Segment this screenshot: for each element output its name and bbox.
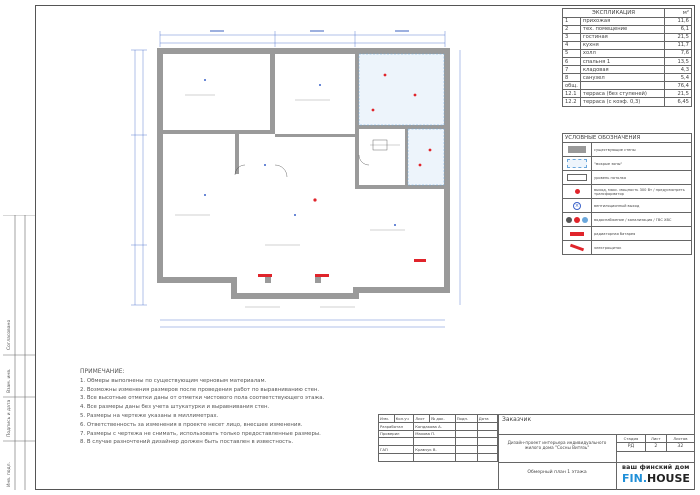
approved-label: Согласовано [7,319,12,350]
row-name: санузел [580,74,664,82]
row-area: 7,6 [665,49,692,57]
project-name: Дизайн-проект интерьера индивидуального жилого дома "Сосны Витязь" [507,440,607,451]
outlet-point-icon [575,189,580,194]
explication-title: ЭКСПЛИКАЦИЯ [563,9,665,18]
row-num: 4 [563,41,581,49]
stage-value: РД [617,442,646,451]
brand-logo-part1: FIN. [622,472,647,485]
explication-table [562,8,692,107]
radiator-icon [570,232,584,236]
row-area: 76,4 [665,82,692,90]
row-num: 6 [563,57,581,65]
row-num: 2 [563,25,581,33]
brand-logo-part2: HOUSE [647,472,690,485]
row-area: 21,5 [665,90,692,98]
note-item: 7. Размеры с чертежа не снимать, использовать только предоставленные размеры. [80,430,321,437]
note-item: 8. В случае разночтений дизайнер должен быть поставлен в известность. [80,439,294,446]
role-cell: Проверил [379,430,414,438]
row-name: прихожая [580,17,664,25]
row-num: 3 [563,33,581,41]
legend-label: "мокрые зоны" [592,157,692,171]
row-name: кладовая [580,66,664,74]
row-area: 5,4 [665,74,692,82]
row-num: 1 [563,17,581,25]
sheets-value: 32 [666,442,694,451]
binding-strip [3,215,35,490]
signature-row [379,422,498,430]
wet-zone-swatch-icon [567,159,587,168]
row-area: 21,5 [665,33,692,41]
legend-label: электрощиток [592,241,692,255]
stamp-header-cell: Кол.уч [394,415,414,423]
row-name: спальня 1 [580,57,664,65]
legend-label: радиаторная батарея [592,227,692,241]
explication-row [563,66,692,74]
legend-label: вентиляционный выход [592,199,692,213]
drawing-title: Обмерный план 1 этажа [527,470,587,475]
row-num: 7 [563,66,581,74]
row-name: кухня [580,41,664,49]
name-cell: Махова П. [414,430,455,438]
row-name [580,82,664,90]
ceiling-level-icon [567,174,587,181]
stage-label: Стадия [617,435,646,443]
replacement-inv-label: Взам. инв. [7,368,12,393]
sheet-info-table [616,434,695,452]
row-name: терраса (с коэф. 0,3) [580,98,664,106]
stamp-header-cell: № док. [430,415,456,423]
legend-row [563,143,692,157]
row-num: 8 [563,74,581,82]
legend-row [563,199,692,213]
row-area: 11,6 [665,17,692,25]
legend-row [563,171,692,185]
signature-row [379,446,498,454]
water-supply-icon [566,217,588,223]
legend-row [563,185,692,199]
row-name: тех. помещение [580,25,664,33]
row-area: 4,3 [665,66,692,74]
signature-date-label: Подпись и дата [7,399,12,437]
row-name: гостиная [580,33,664,41]
wall-swatch-icon [568,146,586,153]
note-item: 5. Размеры на чертеже указаны в миллиметрах. [80,412,219,419]
legend-label: выход, макс. мощность 300 Вт / предусмотреть трансформатор [592,185,692,199]
sheet-value: 2 [645,442,666,451]
notes-title: ПРИМЕЧАНИЕ: [80,368,125,375]
note-item: 2. Возможны изменения размеров после проведения работ по выравниванию стен. [80,386,320,393]
brand-tagline: ваш финский дом [622,464,690,471]
row-num: общ. [563,82,581,90]
explication-row [563,25,692,33]
notes-block [80,368,324,447]
stamp-header-cell: Изм. [379,415,395,423]
role-cell: ГАП [379,446,414,454]
legend-title: УСЛОВНЫЕ ОБОЗНАЧЕНИЯ [563,134,692,143]
brand-logo [622,472,690,485]
signature-row [379,430,498,438]
row-num: 12.1 [563,90,581,98]
explication-unit: м² [665,9,692,18]
floor-plan [115,15,560,360]
name-cell: Кравчук В. [414,446,455,454]
stamp-header-cell: Дата [477,415,497,423]
explication-row [563,74,692,82]
row-num: 5 [563,49,581,57]
explication-row [563,41,692,49]
row-name: холл [580,49,664,57]
explication-row [563,33,692,41]
role-cell [379,438,414,446]
note-item: 4. Все размеры даны без учета штукатурки и выравнивания стен. [80,404,270,411]
legend-row [563,157,692,171]
note-item: 1. Обмеры выполнены по существующим черновым материалам. [80,377,267,384]
explication-row [563,49,692,57]
legend-label: водоснабжение / канализация / ГВС ХВС [592,213,692,227]
explication-row [563,90,692,98]
electrical-panel-icon [570,244,584,252]
row-area: 6,1 [665,25,692,33]
legend-label: уровень потолка [592,171,692,185]
inventory-label: Инв. подл. [7,462,12,487]
sheet-label: Лист [645,435,666,443]
signatures-table [378,414,498,462]
legend-row [563,227,692,241]
explication-row [563,57,692,65]
customer-label: Заказчик [502,416,532,423]
explication-row [563,98,692,106]
explication-row [563,17,692,25]
note-item: 6. Ответственность за изменения в проекте несет лицо, внесшее изменения. [80,421,303,428]
note-item: 3. Все высотные отметки даны от отметки чистового пола соответствующего этажа. [80,395,325,402]
row-num: 12.2 [563,98,581,106]
row-name: терраса (без ступеней) [580,90,664,98]
row-area: 13,5 [665,57,692,65]
legend-label: существующие стены [592,143,692,157]
explication-row [563,82,692,90]
signature-row [379,438,498,446]
stamp-header-cell: Подп. [455,415,477,423]
ventilation-icon: × [574,202,580,209]
row-area: 6,45 [665,98,692,106]
name-cell [414,438,455,446]
legend-row [563,241,692,255]
legend-row [563,213,692,227]
role-cell: Разработал [379,422,414,430]
row-area: 11,7 [665,41,692,49]
sheets-label: Листов [666,435,694,443]
stamp-header-cell: Лист [414,415,430,423]
name-cell: Кондакова А. [414,422,455,430]
legend-table [562,133,692,255]
stamp-header-row [379,415,498,423]
